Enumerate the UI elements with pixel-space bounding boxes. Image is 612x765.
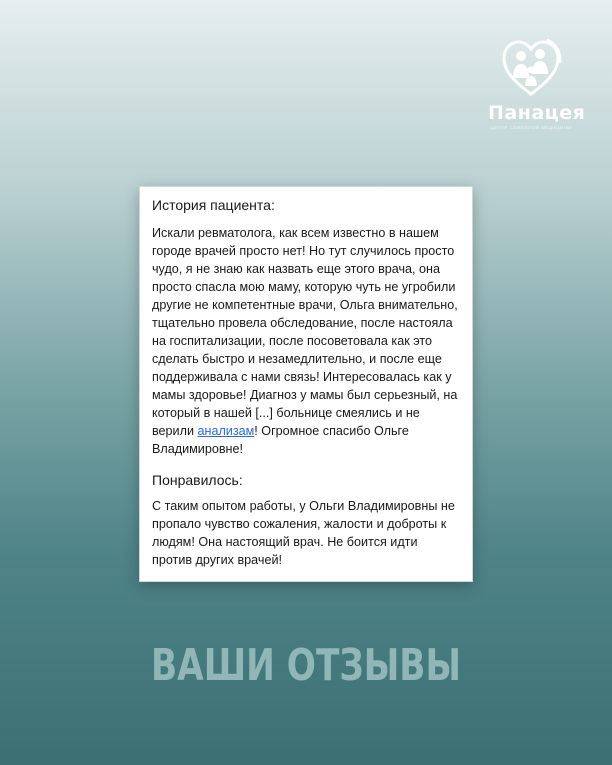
history-text [152,224,460,458]
brand-logo [488,34,586,144]
history-text-part1: Искали ревматолога, как всем известно в нашем городе врачей просто нет! Но тут случилось просто чудо, я не знаю как назвать еще этого врача, она просто спасла мою маму, которую чуть не угробили другие не компетентные врачи, Ольга внимательно, тщательно провела обследование, после настояла на госпитализации, после посоветовала как это сделать быстро и незамедлительно, и после еще поддерживала с нами связь! Интересовалась как у мамы здоровье! Диагноз у мамы был серьезный, на который в нашей [...] больнице смеялись и не верили [152,226,458,438]
brand-subtitle: ЦЕНТР СЕМЕЙНОЙ МЕДИЦИНЫ [490,125,572,130]
brand-name: Панацея [488,102,586,124]
review-card [139,186,473,582]
history-heading: История пациента: [152,197,275,213]
page-title: ВАШИ ОТЗЫВЫ [150,640,462,691]
liked-heading: Понравилось: [152,472,243,488]
heart-family-icon [500,34,562,100]
tests-link[interactable]: анализам [197,424,255,438]
liked-text: С таким опытом работы, у Ольги Владимировны не пропало чувство сожаления, жалости и доброты к людям! Она настоящий врач. Не боится идти против других врачей! [152,499,455,567]
history-text-part2: ! Огромное спасибо Ольге Владимировне! [152,424,409,456]
